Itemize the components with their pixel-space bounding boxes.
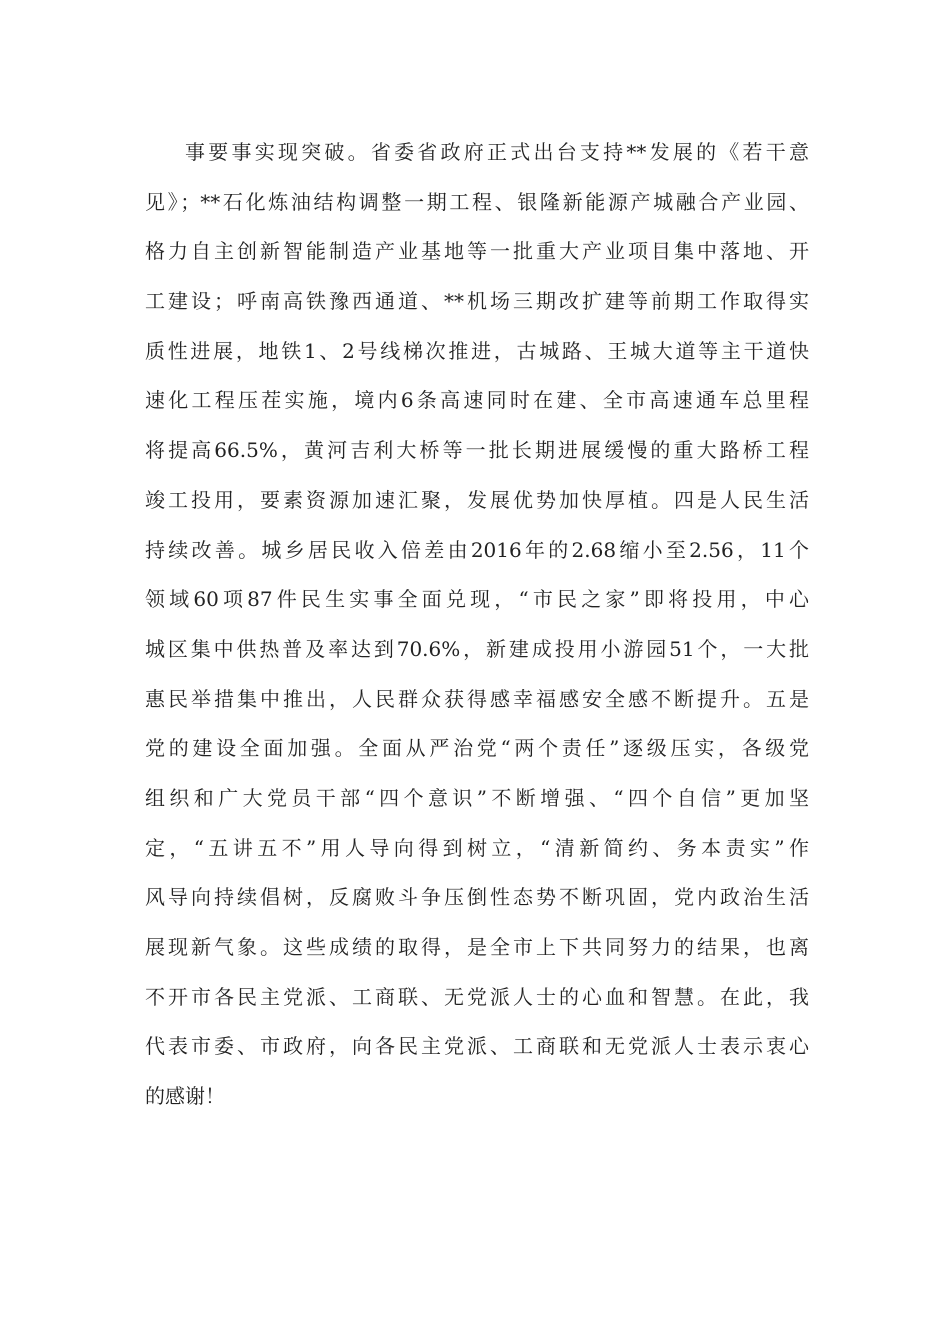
body-paragraph [145, 128, 809, 1122]
text-line: 速化工程压茬实施，境内6条高速同时在建、全市高速通车总里程 [145, 388, 809, 413]
text-line: 竣工投用，要素资源加速汇聚，发展优势加快厚植。四是人民生活 [145, 487, 809, 512]
text-line: 组织和广大党员干部“四个意识”不断增强、“四个自信”更加坚 [145, 785, 809, 810]
text-line: 风导向持续倡树，反腐败斗争压倒性态势不断巩固，党内政治生活 [145, 885, 809, 910]
text-line: 格力自主创新智能制造产业基地等一批重大产业项目集中落地、开 [145, 239, 809, 264]
text-line: 党的建设全面加强。全面从严治党“两个责任”逐级压实，各级党 [145, 736, 809, 761]
text-line: 领域60项87件民生实事全面兑现，“市民之家”即将投用，中心 [145, 587, 809, 612]
text-line: 工建设；呼南高铁豫西通道、**机场三期改扩建等前期工作取得实 [145, 289, 809, 314]
text-line: 将提高66.5%，黄河吉利大桥等一批长期进展缓慢的重大路桥工程 [145, 438, 809, 463]
text-line: 的感谢！ [145, 1084, 225, 1109]
text-line: 见》；**石化炼油结构调整一期工程、银隆新能源产城融合产业园、 [145, 189, 809, 214]
text-line: 惠民举措集中推出，人民群众获得感幸福感安全感不断提升。五是 [145, 686, 809, 711]
text-line: 代表市委、市政府，向各民主党派、工商联和无党派人士表示衷心 [145, 1034, 809, 1059]
text-line: 定，“五讲五不”用人导向得到树立，“清新简约、务本责实”作 [145, 835, 809, 860]
text-line: 事要事实现突破。省委省政府正式出台支持**发展的《若干意 [185, 140, 809, 164]
text-line: 持续改善。城乡居民收入倍差由2016年的2.68缩小至2.56，11个 [145, 537, 809, 562]
text-line: 质性进展，地铁1、2号线梯次推进，古城路、王城大道等主干道快 [145, 338, 809, 363]
text-line: 城区集中供热普及率达到70.6%，新建成投用小游园51个，一大批 [145, 636, 809, 661]
text-line: 不开市各民主党派、工商联、无党派人士的心血和智慧。在此，我 [145, 984, 809, 1009]
text-line: 展现新气象。这些成绩的取得，是全市上下共同努力的结果，也离 [145, 935, 809, 959]
